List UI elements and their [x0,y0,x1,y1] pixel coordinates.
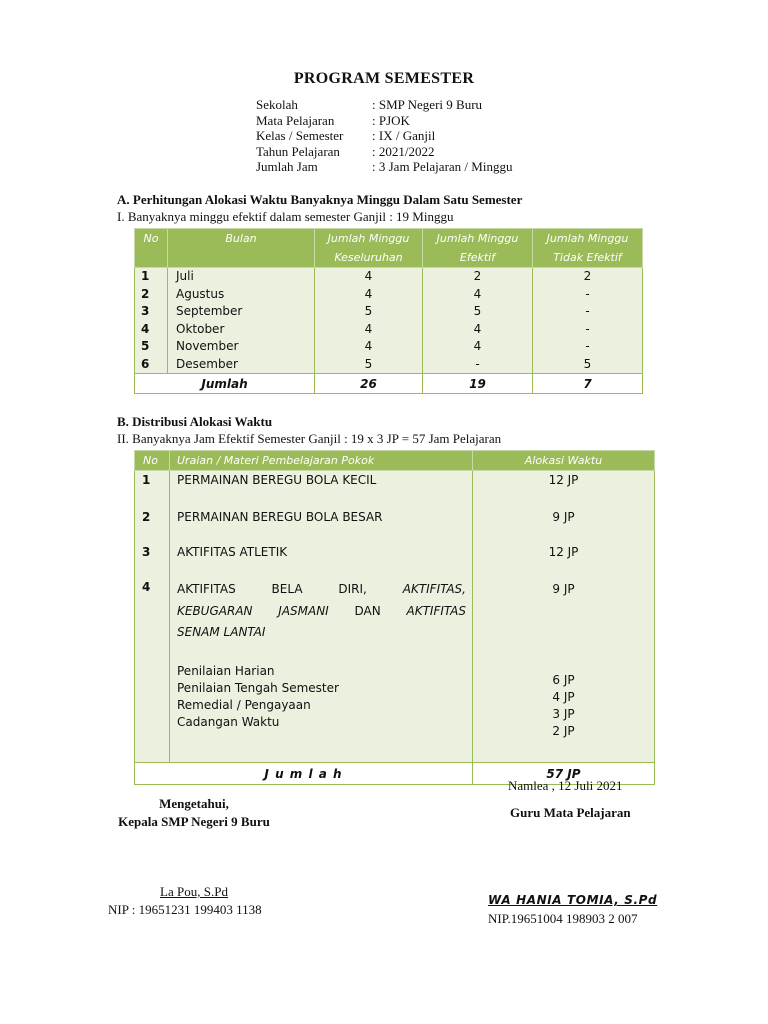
place-date: Namlea , 12 Juli 2021 [508,778,623,793]
cell-bulan: Desember [168,356,315,374]
info-label: Jumlah Jam [256,159,318,174]
word: AKTIFITAS, [402,581,466,596]
extra-alokasi: 4 JP [552,689,575,704]
cell-no: 1 [135,471,170,508]
col-header-line: Keseluruhan [334,251,403,264]
section-a-heading: A. Perhitungan Alokasi Waktu Banyaknya Minggu Dalam Satu Semester [117,192,523,207]
col-header-tidak-efektif [533,229,643,268]
cell-uraian: AKTIFITAS ATLETIK [170,543,473,578]
extra-label: Remedial / Pengayaan [177,698,311,713]
total-label: J u m l a h [135,763,473,785]
section-b-heading: B. Distribusi Alokasi Waktu [117,414,273,429]
total-alokasi: 57 JP [473,763,655,785]
col-header-no: No [135,451,170,471]
left-signer-nip: NIP : 19651231 199403 1138 [108,902,262,917]
info-row-tahun [256,144,576,160]
cell-no: 2 [135,286,168,304]
info-value: : PJOK [372,112,410,128]
info-value: : IX / Ganjil [372,128,436,143]
cell-alokasi: 12 JP [473,543,655,578]
identity-block [256,97,576,175]
cell-tidak-efektif: - [533,286,643,304]
cell-no: 4 [135,321,168,339]
info-label: Kelas / Semester [256,128,344,143]
cell-alokasi: 12 JP [473,471,655,508]
extra-alokasi: 3 JP [552,707,575,722]
info-value: : 3 Jam Pelajaran / Minggu [372,159,513,174]
cell-keseluruhan: 4 [315,286,423,304]
cell-efektif: 4 [423,321,533,339]
cell-bulan: Oktober [168,321,315,339]
cell-uraian-multi [170,578,473,763]
word: AKTIFITAS [406,603,466,618]
cell-alokasi: 9 JP [552,581,575,596]
cell-tidak-efektif: - [533,303,643,321]
cell-no: 3 [135,543,170,578]
col-header-efektif [423,229,533,268]
cell-bulan: November [168,338,315,356]
col-header-uraian: Uraian / Materi Pembelajaran Pokok [170,451,473,471]
right-title: Guru Mata Pelajaran [510,805,631,820]
col-header-line: Jumlah Minggu [546,232,629,245]
weeks-table [134,228,643,394]
allocation-table [134,450,655,785]
cell-no: 4 [135,578,170,763]
table-row [135,286,643,304]
cell-efektif: 2 [423,268,533,286]
table-row [135,303,643,321]
cell-tidak-efektif: 2 [533,268,643,286]
cell-keseluruhan: 5 [315,303,423,321]
left-title-2: Kepala SMP Negeri 9 Buru [118,814,270,829]
cell-no: 3 [135,303,168,321]
col-header-line: Jumlah Minggu [436,232,519,245]
uraian-line-2 [177,600,466,620]
word: DIRI, [338,581,367,596]
info-value: : 2021/2022 [372,143,435,159]
col-header-line: Jumlah Minggu [327,232,410,245]
col-header-bulan: Bulan [168,229,315,268]
total-row [135,374,643,394]
cell-bulan: September [168,303,315,321]
info-row-sekolah [256,97,576,113]
extra-alokasi: 6 JP [552,672,575,687]
table-row [135,356,643,374]
cell-keseluruhan: 5 [315,356,423,374]
table-row [135,338,643,356]
extras-alokasi-list [473,672,654,741]
cell-efektif: 4 [423,338,533,356]
info-row-kelas [256,128,576,144]
cell-no: 1 [135,268,168,286]
uraian-line-3: SENAM LANTAI [177,624,266,639]
total-label: Jumlah [135,374,315,394]
total-keseluruhan: 26 [315,374,423,394]
cell-tidak-efektif: - [533,338,643,356]
info-row-jam [256,159,576,175]
cell-keseluruhan: 4 [315,268,423,286]
word: KEBUGARAN [177,603,253,618]
cell-efektif: - [423,356,533,374]
table-row [135,578,655,763]
left-signer-name: La Pou, S.Pd [160,884,228,899]
info-label: Mata Pelajaran [256,112,335,128]
section-b-subline: II. Banyaknya Jam Efektif Semester Ganjil : 19 x 3 JP = 57 Jam Pelajaran [117,431,502,446]
cell-alokasi: 9 JP [473,508,655,543]
word: BELA [271,581,303,596]
left-title-1: Mengetahui, [159,796,229,811]
page-title: PROGRAM SEMESTER [293,70,475,87]
col-header-line: Efektif [459,251,496,264]
cell-uraian: PERMAINAN BEREGU BOLA KECIL [170,471,473,508]
extra-label: Cadangan Waktu [177,715,280,730]
section-a-subline: I. Banyaknya minggu efektif dalam semester Ganjil : 19 Minggu [117,209,454,224]
cell-efektif: 5 [423,303,533,321]
weeks-table-header [135,229,643,268]
col-header-no: No [135,229,168,268]
uraian-line-1 [177,580,466,600]
cell-efektif: 4 [423,286,533,304]
table-row [135,268,643,286]
allocation-table-header [135,451,655,471]
col-header-line: Tidak Efektif [553,251,622,264]
cell-bulan: Juli [168,268,315,286]
info-label: Sekolah [256,97,298,112]
cell-no: 6 [135,356,168,374]
table-row [135,471,655,508]
cell-keseluruhan: 4 [315,321,423,339]
extras-list [177,663,466,732]
cell-no: 5 [135,338,168,356]
right-signer-nip: NIP.19651004 198903 2 007 [488,911,638,926]
cell-bulan: Agustus [168,286,315,304]
extra-alokasi: 2 JP [552,724,575,739]
table-row [135,321,643,339]
cell-alokasi-multi [473,578,655,763]
cell-tidak-efektif: 5 [533,356,643,374]
word: DAN [354,603,381,618]
info-value: : SMP Negeri 9 Buru [372,97,483,112]
word: JASMANI [278,603,329,618]
word: AKTIFITAS [177,581,236,596]
cell-tidak-efektif: - [533,321,643,339]
col-header-alokasi: Alokasi Waktu [473,451,655,471]
info-label: Tahun Pelajaran [256,143,340,159]
cell-uraian: PERMAINAN BEREGU BOLA BESAR [170,508,473,543]
right-signer-name: WA HANIA TOMIA, S.Pd [488,893,658,907]
table-row [135,543,655,578]
info-row-mapel [256,113,576,129]
table-row [135,508,655,543]
total-tidak-efektif: 7 [533,374,643,394]
cell-no: 2 [135,508,170,543]
total-efektif: 19 [423,374,533,394]
extra-label: Penilaian Tengah Semester [177,680,339,695]
col-header-keseluruhan [315,229,423,268]
extra-label: Penilaian Harian [177,663,275,678]
cell-keseluruhan: 4 [315,338,423,356]
